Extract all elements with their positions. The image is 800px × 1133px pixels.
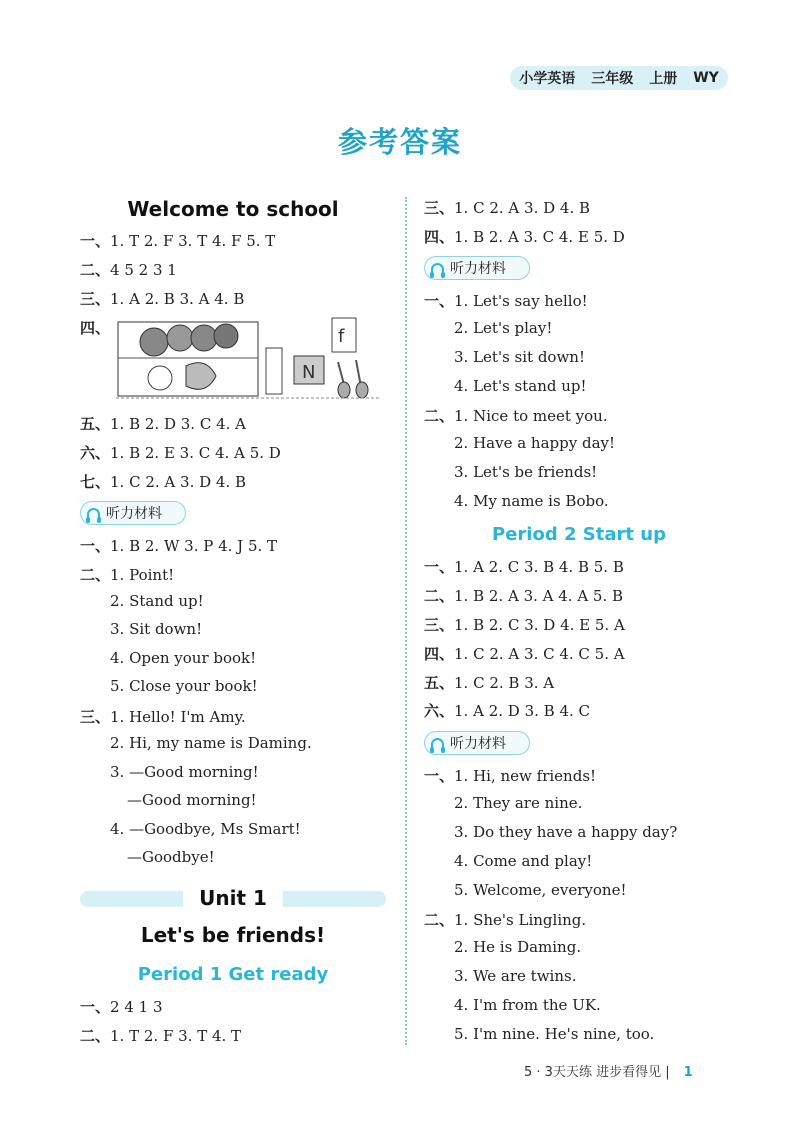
grade: 三年级 [591, 71, 634, 87]
answer-line: 3. Do they have a happy day? [454, 823, 678, 841]
answer-line: 3. Let's sit down! [454, 348, 585, 366]
answer-line: 4. My name is Bobo. [454, 492, 609, 510]
answer-line: 5. Close your book! [110, 677, 258, 695]
svg-text:f: f [338, 326, 345, 347]
answer-line: 一、1. A 2. C 3. B 4. B 5. B [424, 558, 624, 576]
answer-line: 2. They are nine. [454, 794, 583, 812]
page-title: 参考答案 [337, 125, 462, 159]
answer-line: 2. He is Daming. [454, 938, 582, 956]
answer-line: 2. Hi, my name is Daming. [110, 734, 312, 752]
answer-line: 2. Have a happy day! [454, 434, 616, 452]
answer-line: 5. I'm nine. He's nine, too. [454, 1025, 655, 1043]
svg-text:N: N [302, 362, 316, 383]
answer-line: 六、1. B 2. E 3. C 4. A 5. D [80, 444, 281, 462]
answer-line: 2. Stand up! [110, 592, 204, 610]
footer-slogan: 5 · 3天天练 进步看得见 | [524, 1065, 670, 1080]
headphones-icon [87, 508, 100, 519]
listening-material-tag: 听力材料 [80, 501, 186, 525]
answer-line: 三、1. Hello! I'm Amy. [80, 708, 246, 726]
answer-line: 4. I'm from the UK. [454, 996, 601, 1014]
edition: WY [693, 70, 719, 86]
answer-line: 四、1. C 2. A 3. C 4. C 5. A [424, 645, 625, 663]
volume: 上册 [649, 71, 678, 87]
answer-line: 四、 [80, 319, 111, 337]
answer-line: 三、1. B 2. C 3. D 4. E 5. A [424, 616, 625, 634]
headphones-icon [431, 263, 444, 274]
answer-line: 一、1. Hi, new friends! [424, 767, 597, 785]
listening-material-tag: 听力材料 [424, 256, 530, 280]
answer-line: 一、1. B 2. W 3. P 4. J 5. T [80, 537, 278, 555]
answer-line: 六、1. A 2. D 3. B 4. C [424, 702, 590, 720]
answer-line: —Good morning! [127, 791, 257, 809]
period-title: Period 1 Get ready [137, 964, 329, 985]
answer-line: 4. Open your book! [110, 649, 257, 667]
answer-line: 3. Sit down! [110, 620, 203, 638]
answer-line: 一、1. Let's say hello! [424, 292, 588, 310]
answer-line: 二、1. Point! [80, 566, 175, 584]
answer-line: 二、1. B 2. A 3. A 4. A 5. B [424, 587, 624, 605]
answer-line: 2. Let's play! [454, 319, 553, 337]
column-divider [405, 197, 407, 1045]
answer-line: 二、1. She's Lingling. [424, 911, 587, 929]
listening-material-tag: 听力材料 [424, 731, 530, 755]
answer-line: 4. —Goodbye, Ms Smart! [110, 820, 301, 838]
answer-line: 二、1. Nice to meet you. [424, 407, 608, 425]
answer-line: 二、4 5 2 3 1 [80, 261, 177, 279]
answer-line: 3. —Good morning! [110, 763, 259, 781]
answer-line: 三、1. C 2. A 3. D 4. B [424, 199, 590, 217]
answer-line: 3. We are twins. [454, 967, 577, 985]
page-number: 1 [683, 1065, 693, 1080]
answer-line: 一、2 4 1 3 [80, 998, 163, 1016]
answer-line: 5. Welcome, everyone! [454, 881, 627, 899]
answer-line: 4. Let's stand up! [454, 377, 587, 395]
unit-label: Unit 1 [183, 886, 283, 910]
unit-title: Let's be friends! [140, 923, 326, 947]
answer-line: 3. Let's be friends! [454, 463, 598, 481]
page-footer [524, 1061, 693, 1080]
answer-line: 二、1. T 2. F 3. T 4. T [80, 1027, 242, 1045]
answer-line: 四、1. B 2. A 3. C 4. E 5. D [424, 228, 625, 246]
answer-line: —Goodbye! [127, 848, 215, 866]
answer-line: 五、1. B 2. D 3. C 4. A [80, 415, 246, 433]
answer-line: 一、1. T 2. F 3. T 4. F 5. T [80, 232, 276, 250]
answer-line: 三、1. A 2. B 3. A 4. B [80, 290, 245, 308]
classroom-illustration [116, 316, 380, 402]
book-info-tag [510, 66, 728, 90]
headphones-icon [431, 738, 444, 749]
period-title: Period 2 Start up [492, 524, 666, 545]
answer-line: 七、1. C 2. A 3. D 4. B [80, 473, 246, 491]
section-title: Welcome to school [127, 197, 339, 221]
subject: 小学英语 [519, 71, 576, 87]
answer-line: 五、1. C 2. B 3. A [424, 674, 555, 692]
answer-line: 4. Come and play! [454, 852, 593, 870]
